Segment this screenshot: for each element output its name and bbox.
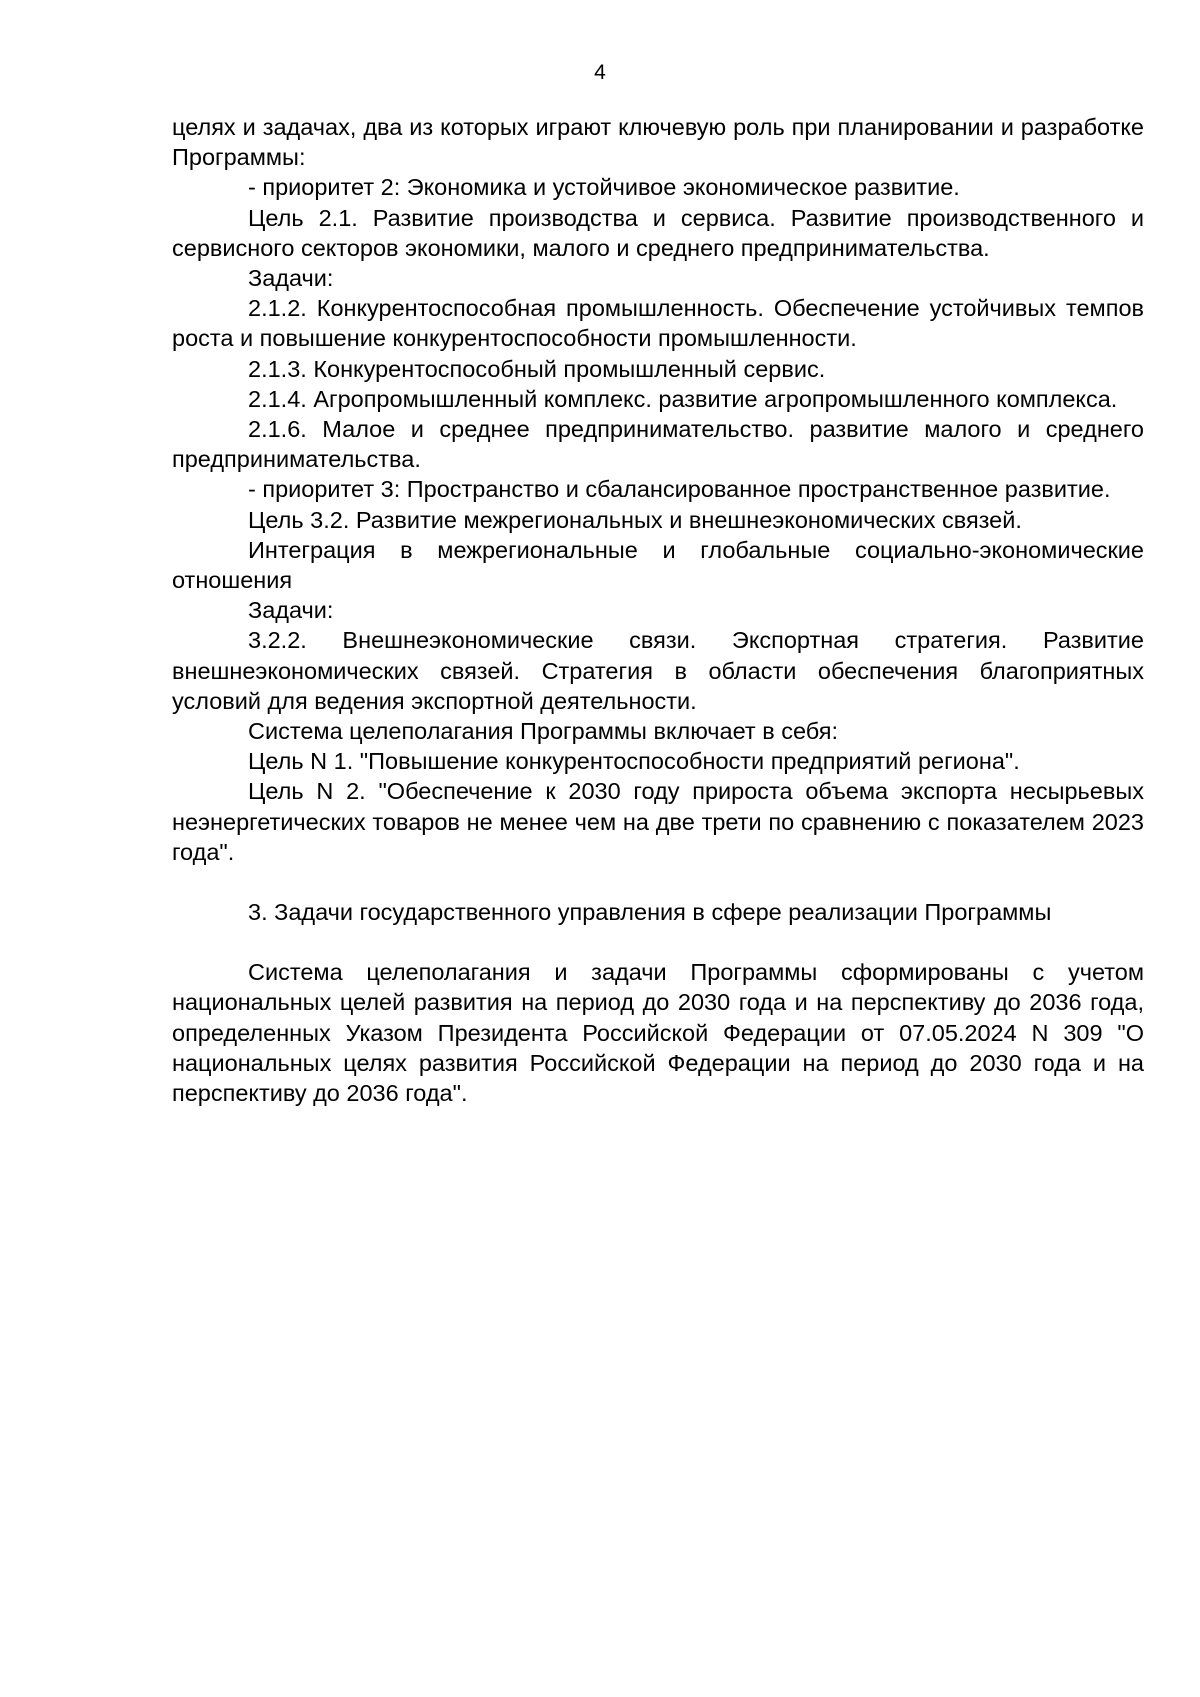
- paragraph: - приоритет 3: Пространство и сбалансированное пространственное развитие.: [248, 476, 1111, 503]
- paragraph: Задачи:: [248, 265, 334, 292]
- paragraph: - приоритет 2: Экономика и устойчивое экономическое развитие.: [248, 174, 960, 201]
- paragraph: Система целеполагания и задачи Программы сформированы с учетом национальных целей развития на период до 2030 года и на перспективу до 2036 года, определенных Указом Президента Российской Федерации от 07.05.2024 N 309 "О национальных целях развития Российской Федерации на период до 2030 года и на перспективу до 2036 года".: [172, 959, 1144, 1107]
- paragraph: Задачи:: [248, 597, 334, 624]
- paragraph: Цель N 1. "Повышение конкурентоспособности предприятий региона".: [248, 748, 1020, 775]
- paragraph: 2.1.4. Агропромышленный комплекс. развитие агропромышленного комплекса.: [248, 385, 1118, 412]
- paragraph: Цель 2.1. Развитие производства и сервиса. Развитие производственного и сервисного секторов экономики, малого и среднего предпринимательства.: [172, 204, 1144, 261]
- paragraph: 2.1.3. Конкурентоспособный промышленный сервис.: [248, 355, 826, 382]
- document-body: [172, 112, 1144, 1108]
- paragraph: Интеграция в межрегиональные и глобальные социально-экономические отношения: [172, 536, 1144, 594]
- paragraph: целях и задачах, два из которых играют ключевую роль при планировании и разработке Программы:: [172, 114, 1144, 171]
- section-heading: 3. Задачи государственного управления в сфере реализации Программы: [248, 899, 1052, 926]
- paragraph: 2.1.6. Малое и среднее предпринимательство. развитие малого и среднего предпринимательства.: [172, 416, 1144, 473]
- page-number: 4: [594, 61, 606, 84]
- paragraph: 2.1.2. Конкурентоспособная промышленность. Обеспечение устойчивых темпов роста и повышение конкурентоспособности промышленности.: [172, 295, 1144, 352]
- paragraph: Цель 3.2. Развитие межрегиональных и внешнеэкономических связей.: [248, 506, 1022, 533]
- paragraph: Система целеполагания Программы включает в себя:: [248, 718, 838, 745]
- paragraph: 3.2.2. Внешнеэкономические связи. Экспортная стратегия. Развитие внешнеэкономических связей. Стратегия в области обеспечения благоприятных условий для ведения экспортной деятельности.: [172, 627, 1144, 714]
- paragraph: Цель N 2. "Обеспечение к 2030 году прироста объема экспорта несырьевых неэнергетических товаров не менее чем на две трети по сравнению с показателем 2023 года".: [172, 778, 1144, 865]
